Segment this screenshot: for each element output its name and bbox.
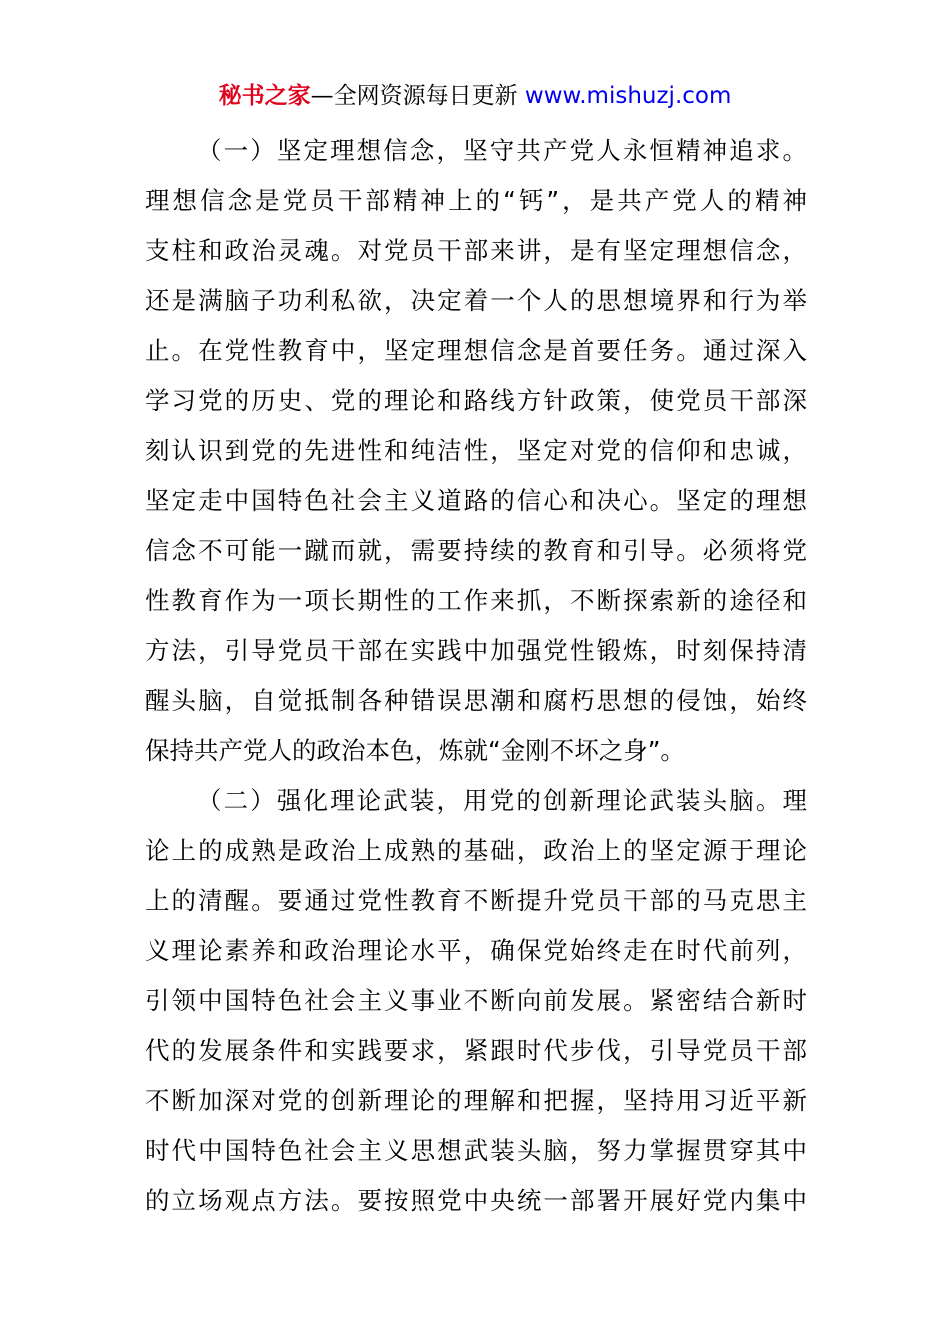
text-line: 学习党的历史、党的理论和路线方针政策，使党员干部深 bbox=[145, 386, 807, 415]
text-line: 的立场观点方法。要按照党中央统一部署开展好党内集中 bbox=[145, 1186, 807, 1215]
text-line: 保持共产党人的政治本色，炼就“金刚不坏之身”。 bbox=[145, 736, 685, 765]
heading-line-1: （一）坚定理想信念，坚守共产党人永恒精神追求。 bbox=[197, 136, 807, 165]
text-line: 论上的成熟是政治上成熟的基础，政治上的坚定源于理论 bbox=[145, 836, 807, 865]
text-line: 醒头脑，自觉抵制各种错误思潮和腐朽思想的侵蚀，始终 bbox=[145, 686, 807, 715]
heading-line-2: （二）强化理论武装，用党的创新理论武装头脑。理 bbox=[197, 786, 807, 815]
site-header bbox=[0, 80, 950, 112]
site-tagline: —全网资源每日更新 bbox=[310, 83, 525, 109]
text-line: 时代中国特色社会主义思想武装头脑，努力掌握贯穿其中 bbox=[145, 1136, 807, 1165]
text-line: 还是满脑子功利私欲，决定着一个人的思想境界和行为举 bbox=[145, 286, 807, 315]
text-line: 止。在党性教育中，坚定理想信念是首要任务。通过深入 bbox=[145, 336, 807, 365]
text-line: 支柱和政治灵魂。对党员干部来讲，是有坚定理想信念， bbox=[145, 236, 807, 265]
text-line: 性教育作为一项长期性的工作来抓，不断探索新的途径和 bbox=[145, 586, 807, 615]
text-line: 代的发展条件和实践要求，紧跟时代步伐，引导党员干部 bbox=[145, 1036, 807, 1065]
text-line: 理想信念是党员干部精神上的“钙”，是共产党人的精神 bbox=[145, 186, 807, 215]
text-line: 义理论素养和政治理论水平，确保党始终走在时代前列， bbox=[145, 936, 807, 965]
text-line: 信念不可能一蹴而就，需要持续的教育和引导。必须将党 bbox=[145, 536, 807, 565]
document-body bbox=[145, 126, 807, 1226]
text-line: 坚定走中国特色社会主义道路的信心和决心。坚定的理想 bbox=[145, 486, 807, 515]
text-line: 不断加深对党的创新理论的理解和把握，坚持用习近平新 bbox=[145, 1086, 807, 1115]
text-line: 方法，引导党员干部在实践中加强党性锻炼，时刻保持清 bbox=[145, 636, 807, 665]
text-line: 刻认识到党的先进性和纯洁性，坚定对党的信仰和忠诚， bbox=[145, 436, 807, 465]
text-line: 上的清醒。要通过党性教育不断提升党员干部的马克思主 bbox=[145, 886, 807, 915]
text-line: 引领中国特色社会主义事业不断向前发展。紧密结合新时 bbox=[145, 986, 807, 1015]
site-url-link[interactable]: www.mishuzj.com bbox=[524, 83, 732, 109]
site-brand: 秘书之家 bbox=[218, 83, 311, 109]
